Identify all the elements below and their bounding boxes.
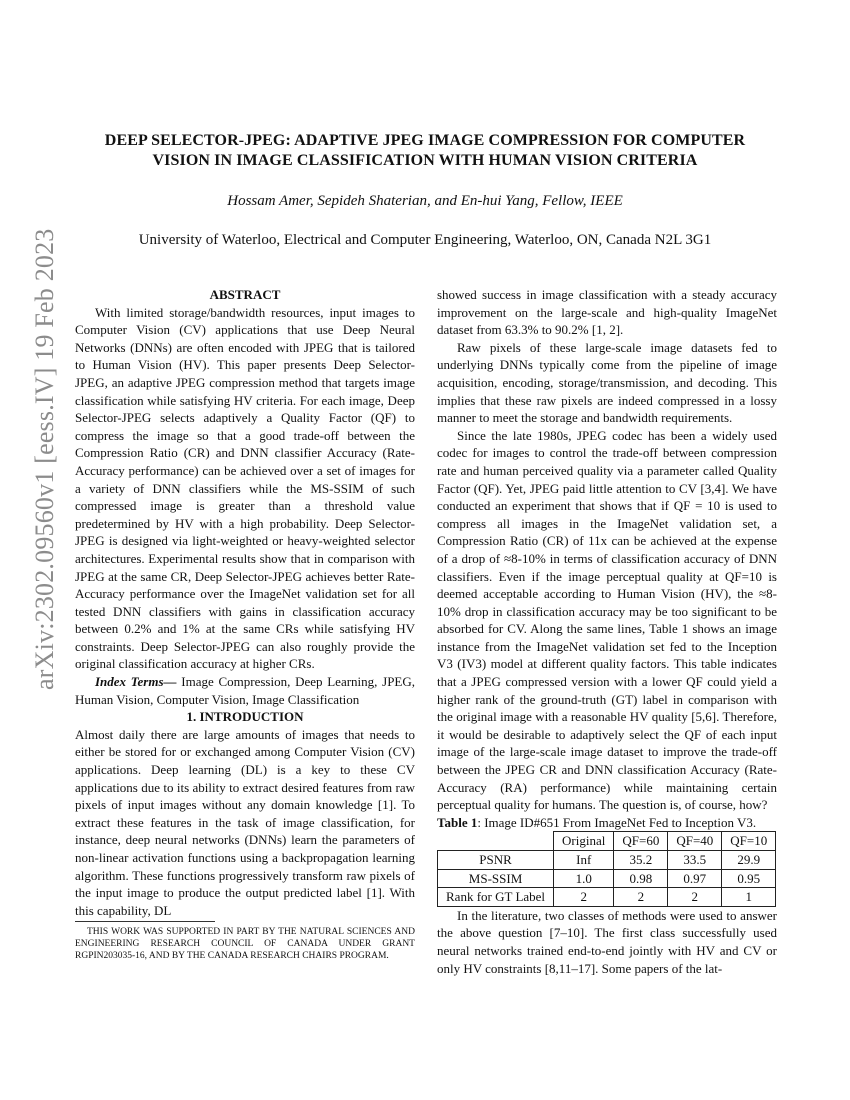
- table-row: [438, 851, 776, 870]
- right-paragraph-2: Raw pixels of these large-scale image datasets fed to underlying DNNs typically come from the pipeline of image acquisition, encoding, storage/transmission, and decoding. This implies that these raw pixels are indeed compressed in a lossy manner to meet the storage and bandwidth requirements.: [437, 339, 777, 426]
- title-line-1: DEEP SELECTOR-JPEG: ADAPTIVE JPEG IMAGE COMPRESSION FOR COMPUTER: [104, 132, 746, 149]
- right-paragraph-3: Since the late 1980s, JPEG codec has been a widely used codec for images to control the trade-off between compression rate and human perceived quality via a parameter called Quality Factor (QF). Yet, JPEG paid little attention to CV [3,4]. We have conducted an experiment that shows that if QF = 10 is used to compress all images in the ImageNet validation set, a Compression Ratio (CR) of 11x can be achieved at the expense of a drop of ≈8-10% in terms of classification accuracy of DNN classifiers. Even if the image perceptual quality at QF=10 is deemed acceptable according to Human Vision (HV), the ≈8-10% drop in classification accuracy may be too significant to be absorbed for CV. Along the same lines, Table 1 shows an image instance from the ImageNet validation set fed to the Inception V3 (IV3) model at different quality factors. This table indicates that a JPEG compressed version with a lower QF could yield a higher rank of the ground-truth (GT) label in comparison with the original image with a reasonable HV quality [5,6]. Therefore, it would be desirable to adaptively select the QF of each input image of the large-scale image dataset to improve the trade-off between the JPEG CR and DNN classification Accuracy (Rate-Accuracy (RA) performance) while maintaining certain perceptual quality for humans. The question is, of course, how?: [437, 427, 777, 813]
- right-column: [437, 286, 777, 977]
- results-table: [437, 831, 776, 906]
- footnote-rule: [75, 921, 215, 922]
- table-caption: [437, 814, 777, 832]
- table-cell: PSNR: [438, 851, 554, 870]
- right-paragraph-1: showed success in image classification with a steady accuracy improvement on the large-scale and high-quality ImageNet dataset from 63.3% to 90.2% [1, 2].: [437, 287, 777, 338]
- abstract-body: With limited storage/bandwidth resources, input images to Computer Vision (CV) applications that use Deep Neural Networks (DNNs) are often encoded with JPEG that is tailored to Human Vision (HV). This paper presents Deep Selector-JPEG, an adaptive JPEG compression method that targets image classification while satisfying HV criteria. For each image, Deep Selector-JPEG selects adaptively a Quality Factor (QF) to compress the image so that a good trade-off between the Compression Ratio (CR) and DNN classifier Accuracy (Rate-Accuracy performance) can be achieved over a set of images for a variety of DNN classifiers while the MS-SSIM of such compressed image is greater than a threshold value predetermined by HV with a high probability. Deep Selector-JPEG is designed via light-weighted or heavy-weighted selector architectures. Experimental results show that in comparison with JPEG at the same CR, Deep Selector-JPEG achieves better Rate-Accuracy performance over the ImageNet validation set for all tested DNN classifiers with gains in classification accuracy between 0.2% and 1% at the same CRs while satisfying HV constraints. Deep Selector-JPEG can also roughly provide the original classification accuracy at higher CRs.: [75, 304, 415, 672]
- table-cell: 0.98: [614, 869, 668, 888]
- table-cell: 33.5: [668, 851, 722, 870]
- table-cell: 0.97: [668, 869, 722, 888]
- table-header-cell: QF=60: [614, 832, 668, 851]
- index-terms-label: Index Terms—: [95, 674, 177, 690]
- table-header-row: [438, 832, 776, 851]
- arxiv-identifier: arXiv:2302.09560v1 [eess.IV] 19 Feb 2023: [30, 228, 59, 690]
- index-terms-text: Image Compression, Deep Learning, JPEG, Human Vision, Computer Vision, Image Classification: [75, 674, 416, 707]
- table-cell: 0.95: [722, 869, 776, 888]
- table-header-cell: QF=10: [722, 832, 776, 851]
- table-cell: MS-SSIM: [438, 869, 554, 888]
- table-cell: 1: [722, 888, 776, 907]
- table-caption-label: Table 1: [437, 814, 478, 830]
- table-header-cell: Original: [554, 832, 614, 851]
- table-cell: 2: [554, 888, 614, 907]
- abstract-heading: ABSTRACT: [209, 287, 281, 302]
- affiliation: University of Waterloo, Electrical and Computer Engineering, Waterloo, ON, Canada N2L 3G1: [138, 232, 712, 248]
- paper-title: [80, 131, 770, 171]
- table-cell: 1.0: [554, 869, 614, 888]
- table-header-cell: QF=40: [668, 832, 722, 851]
- index-terms: [75, 673, 415, 708]
- table-cell: Inf: [554, 851, 614, 870]
- arxiv-sidebar: [24, 228, 64, 690]
- table-cell: 2: [614, 888, 668, 907]
- table-header-cell: [438, 832, 554, 851]
- table-cell: Rank for GT Label: [438, 888, 554, 907]
- table-row: [438, 869, 776, 888]
- introduction-heading: 1. INTRODUCTION: [186, 709, 304, 725]
- table-cell: 35.2: [614, 851, 668, 870]
- funding-footnote: THIS WORK WAS SUPPORTED IN PART BY THE NATURAL SCIENCES AND ENGINEERING RESEARCH COUNCIL OF CANADA UNDER GRANT RGPIN203035-16, AND BY THE CANADA RESEARCH CHAIRS PROGRAM.: [75, 927, 415, 962]
- authors: Hossam Amer, Sepideh Shaterian, and En-hui Yang, Fellow, IEEE: [227, 193, 623, 209]
- table-cell: 2: [668, 888, 722, 907]
- table-cell: 29.9: [722, 851, 776, 870]
- table-caption-text: : Image ID#651 From ImageNet Fed to Inception V3.: [477, 814, 757, 830]
- table-row: [438, 888, 776, 907]
- right-paragraph-4: In the literature, two classes of methods were used to answer the above question [7–10]. The first class successfully used neural networks trained end-to-end jointly with HV and CV or only HV constraints [8,11–17]. Some papers of the lat-: [437, 907, 777, 976]
- title-line-2: VISION IN IMAGE CLASSIFICATION WITH HUMAN VISION CRITERIA: [152, 152, 698, 169]
- intro-paragraph-1: Almost daily there are large amounts of images that needs to either be stored for or exchanged among Computer Vision (CV) applications. Deep learning (DL) is a key to these CV applications due to its ability to extract desired features from raw pixels of input images without any domain knowledge [1]. To extract these features in the task of image classification, for instance, deep neural networks (DNNs) learn the parameters of non-linear activation functions using a backpropagation learning algorithm. These functions progressively transform raw pixels of the input image to produce the output predicted label [1]. With this capability, DL: [75, 726, 415, 918]
- left-column: [75, 286, 415, 962]
